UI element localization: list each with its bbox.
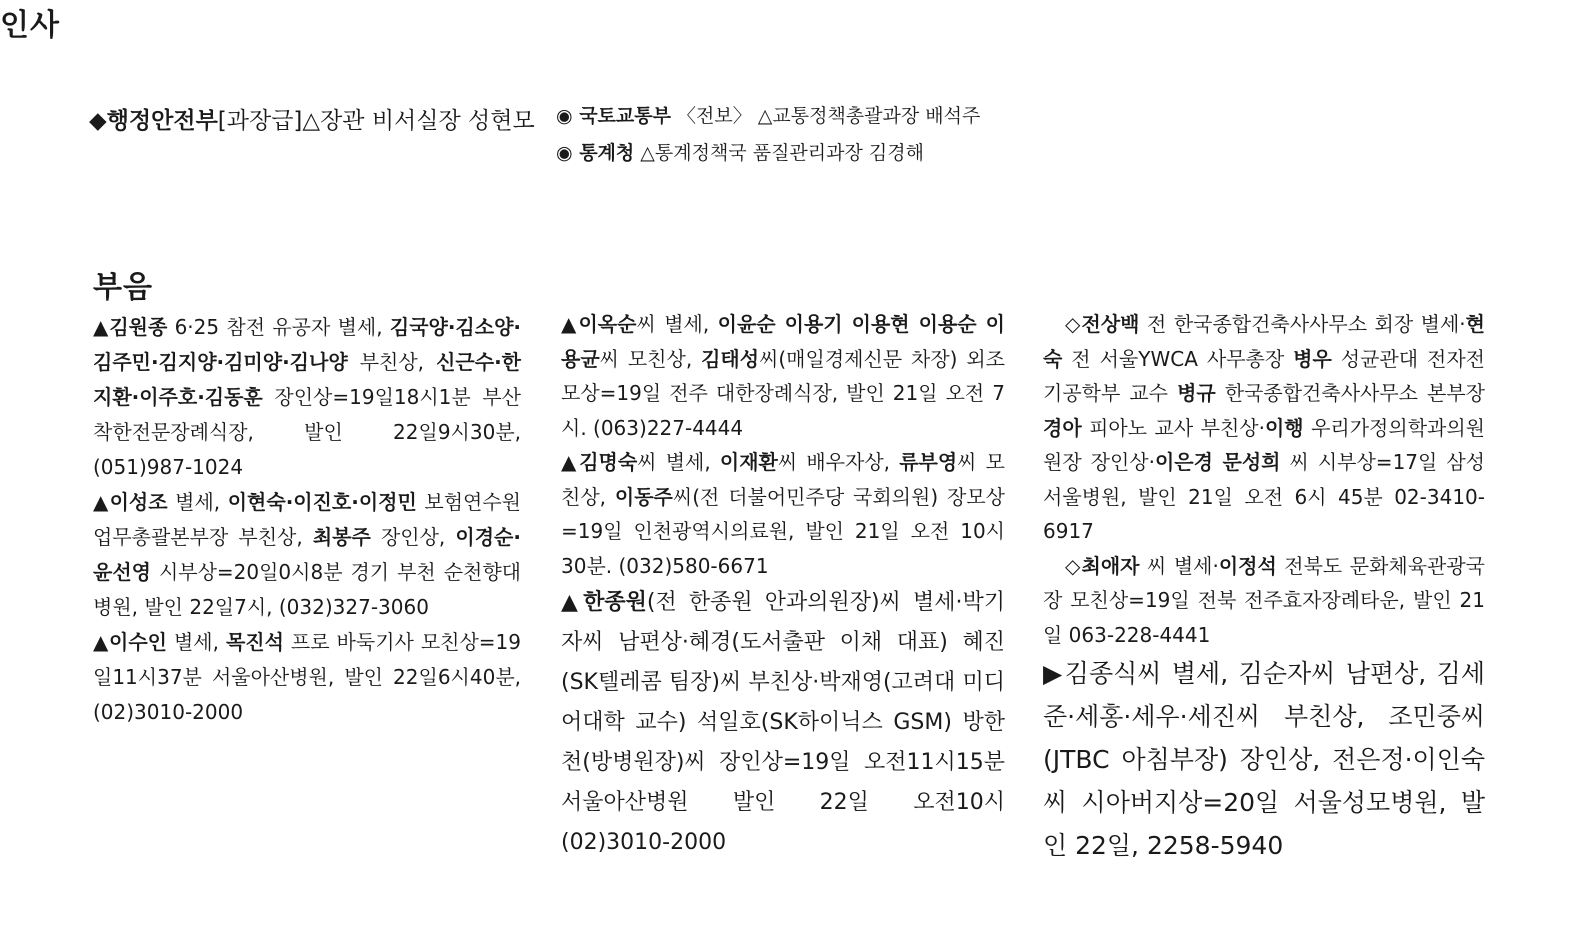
- insa-heading: 인사: [0, 8, 60, 43]
- ministry-name: 행정안전부: [106, 108, 218, 134]
- person-name: 이수인: [109, 630, 167, 654]
- obituary-text: 전북도 문화체육관광국장 모친상=19일 전북 전주효자장례타운, 발인 21일 063-228-4441: [1043, 553, 1485, 647]
- obituary-entry: [93, 625, 521, 730]
- obituary-text: 씨 모친상,: [599, 346, 702, 371]
- insa-entry: [556, 135, 1036, 172]
- obituary-text: ◇: [1065, 312, 1082, 336]
- obituary-text: 보험연수원 업무총괄본부장 부친상,: [93, 490, 521, 549]
- person-name: 이정석: [1218, 553, 1277, 578]
- person-name: 병규: [1177, 381, 1216, 405]
- person-name: 김국양·김소양·김주민·김지양·김미양·김나양: [93, 315, 521, 374]
- obituary-text: 전 서울YWCA 사무총장: [1062, 346, 1294, 371]
- obituary-column-2: [561, 307, 1005, 863]
- person-name: 류부영: [899, 450, 958, 474]
- insa-left-column: [89, 100, 539, 143]
- obituary-text: 별세,: [166, 630, 226, 654]
- obituary-text: 피아노 교사 부친상·: [1081, 415, 1265, 440]
- obituary-entry: [561, 445, 1005, 583]
- person-name: 김명숙: [579, 450, 638, 474]
- person-name: 이옥순: [578, 312, 637, 336]
- obituary-text: (전 한종원 안과의원장)씨 별세·박기자씨 남편상·혜경(도서출판 이채 대표) 혜진(SK텔레콤 팀장)씨 부친상·박재영(고려대 미디어대학 교수) 석일호(SK하이닉스 GSM) 방한천(방병원장)씨 장인상=19일 오전11시15분 서울아산병원 발인 22일 오전10시 (02)3010-2000: [561, 590, 1006, 855]
- obituary-text: 성균관대 전자전기공학부 교수: [1043, 346, 1485, 405]
- person-name: 병우: [1293, 346, 1332, 371]
- obituary-text: 부친상,: [347, 350, 437, 374]
- obituary-entry: [93, 485, 521, 625]
- obituary-entry: [93, 310, 521, 485]
- person-name: 김태성: [701, 346, 760, 371]
- person-name: 경아: [1043, 415, 1082, 440]
- person-name: 한종원: [583, 590, 647, 615]
- obituary-text: 한국종합건축사사무소 본부장: [1215, 381, 1485, 405]
- diamond-marker-icon: ◆: [89, 108, 107, 134]
- person-name: 이윤순 이용기 이용현 이용순 이용균: [561, 312, 1005, 371]
- person-name: 신근수·한지환·이주호·김동훈: [93, 350, 521, 409]
- obituary-text: 씨 별세·: [1139, 553, 1219, 578]
- person-name: 전상백: [1081, 312, 1140, 336]
- obituary-text: 씨 모친상,: [561, 450, 1005, 509]
- person-name: 현숙: [1043, 312, 1485, 371]
- obituary-text: 우리가정의학과의원 원장 장인상·: [1043, 415, 1485, 474]
- obituary-entry: [561, 583, 1005, 863]
- ministry-name: 국토교통부: [579, 105, 671, 127]
- obituary-text: 씨 별세,: [636, 312, 718, 336]
- person-name: ▲: [561, 590, 584, 615]
- buum-heading: 부음: [93, 270, 153, 305]
- obituary-text: ▲: [93, 490, 110, 514]
- obituary-text: 장인상=19일18시1분 부산 착한전문장례식장, 발인 22일9시30분, (051)987-1024: [93, 385, 521, 479]
- person-name: 이동주: [614, 484, 673, 509]
- obituary-text: ▲: [561, 312, 579, 336]
- obituary-text: ◇: [1065, 553, 1082, 578]
- person-name: 이은경 문성희: [1154, 450, 1281, 474]
- obituary-entry: [1043, 307, 1485, 549]
- obituary-text: 6·25 참전 유공자 별세,: [167, 315, 390, 339]
- obituary-text: 장인상,: [370, 525, 456, 549]
- circle-marker-icon: ◉: [556, 105, 580, 127]
- person-name: 이행: [1264, 415, 1304, 440]
- obituary-text: ▲: [93, 630, 110, 654]
- obituary-entry: [561, 307, 1005, 445]
- obituary-text: 씨 배우자상,: [777, 450, 900, 474]
- person-name: 최애자: [1081, 553, 1140, 578]
- ministry-name: 통계청: [579, 142, 635, 164]
- person-name: 이경순·윤선영: [93, 525, 521, 584]
- insa-entry-text: [과장급]△장관 비서실장 성현모: [217, 108, 535, 134]
- person-name: 최봉주: [312, 525, 371, 549]
- insa-entry: [89, 100, 539, 143]
- obituary-column-1: [93, 310, 521, 730]
- obituary-text: 씨 별세,: [637, 450, 720, 474]
- insa-entry-text: △통계정책국 품질관리과장 김경해: [634, 142, 924, 164]
- obituary-entry: [1043, 652, 1485, 867]
- person-name: 목진석: [225, 630, 284, 654]
- obituary-text: 프로 바둑기사 모친상=19일11시37분 서울아산병원, 발인 22일6시40분, (02)3010-2000: [93, 630, 521, 724]
- obituary-column-3: [1043, 307, 1485, 867]
- obituary-text: ▲: [561, 450, 580, 474]
- person-name: 이재환: [719, 450, 778, 474]
- insa-entry: [556, 98, 1036, 135]
- insa-entry-text: 〈전보〉 △교통정책총괄과장 배석주: [670, 105, 981, 127]
- person-name: 이현숙·이진호·이정민: [227, 490, 417, 514]
- obituary-text: 씨(전 더불어민주당 국회의원) 장모상=19일 인천광역시의료원, 발인 21일 오전 10시 30분. (032)580-6671: [561, 484, 1005, 578]
- insa-right-column: [556, 98, 1036, 172]
- obituary-entry: [1043, 549, 1485, 653]
- circle-marker-icon: ◉: [556, 142, 580, 164]
- obituary-text: ▲: [93, 315, 110, 339]
- obituary-text: 전 한국종합건축사사무소 회장 별세·: [1139, 312, 1466, 336]
- obituary-text: 시부상=20일0시8분 경기 부천 순천향대병원, 발인 22일7시, (032)327-3060: [93, 560, 521, 619]
- obituary-text: ▶김종식씨 별세, 김순자씨 남편상, 김세준·세홍·세우·세진씨 부친상, 조민중씨(JTBC 아침부장) 장인상, 전은정·이인숙씨 시아버지상=20일 서울성모병원, 발인 22일, 2258-5940: [1043, 659, 1485, 860]
- obituary-text: 별세,: [167, 490, 228, 514]
- person-name: 김원종: [109, 315, 168, 339]
- obituary-text: 씨 시부상=17일 삼성서울병원, 발인 21일 오전 6시 45분 02-3410-6917: [1043, 450, 1485, 543]
- person-name: 이성조: [109, 490, 168, 514]
- obituary-text: 씨(매일경제신문 차장) 외조모상=19일 전주 대한장례식장, 발인 21일 오전 7시. (063)227-4444: [561, 346, 1005, 440]
